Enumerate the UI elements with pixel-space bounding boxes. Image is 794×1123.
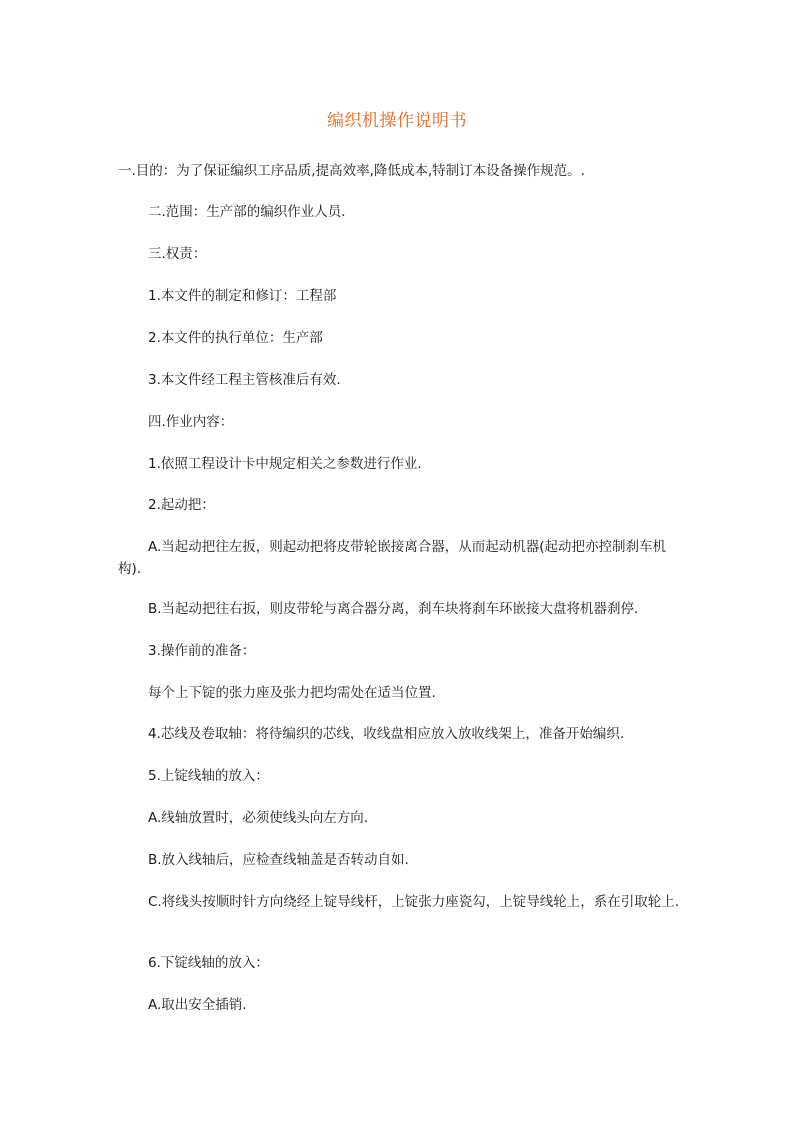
work-item-2a: A.当起动把往左扳，则起动把将皮带轮嵌接离合器，从而起动机器(起动把亦控制刹车机构). (118, 539, 667, 577)
responsibility-item-3: 3.本文件经工程主管核准后有效. (148, 372, 341, 388)
responsibility-item-1: 1.本文件的制定和修订：工程部 (148, 288, 337, 304)
work-item-2b: B.当起动把往右扳，则皮带轮与离合器分离，刹车块将刹车环嵌接大盘将机器刹停. (148, 601, 639, 617)
work-item-3-detail: 每个上下锭的张力座及张力把均需处在适当位置. (148, 685, 436, 701)
work-item-5b: B.放入线轴后，应检查线轴盖是否转动自如. (148, 852, 409, 868)
section-purpose: 一.目的：为了保证编织工序品质,提高效率,降低成本,特制订本设备操作规范。. (118, 163, 585, 179)
work-item-5a: A.线轴放置时，必须使线头向左方向. (148, 810, 369, 826)
work-item-6a: A.取出安全插销. (148, 997, 247, 1013)
section-responsibility-heading: 三.权责： (148, 246, 207, 262)
work-item-1: 1.依照工程设计卡中规定相关之参数进行作业. (148, 456, 422, 472)
work-item-4: 4.芯线及卷取轴：将待编织的芯线，收线盘相应放入放收线架上，准备开始编织. (148, 726, 625, 742)
work-item-6-heading: 6.下锭线轴的放入： (148, 955, 269, 971)
work-item-2-heading: 2.起动把： (148, 497, 215, 513)
work-item-5-heading: 5.上锭线轴的放入： (148, 768, 269, 784)
section-work-content-heading: 四.作业内容： (148, 414, 234, 430)
work-item-5c: C.将线头按顺时针方向绕经上锭导线杆，上锭张力座瓷勾，上锭导线轮上，系在引取轮上. (148, 894, 680, 910)
responsibility-item-2: 2.本文件的执行单位：生产部 (148, 330, 323, 346)
work-item-3-heading: 3.操作前的准备： (148, 643, 256, 659)
document-title: 编织机操作说明书 (327, 111, 467, 131)
section-scope: 二.范围：生产部的编织作业人员. (148, 204, 346, 220)
